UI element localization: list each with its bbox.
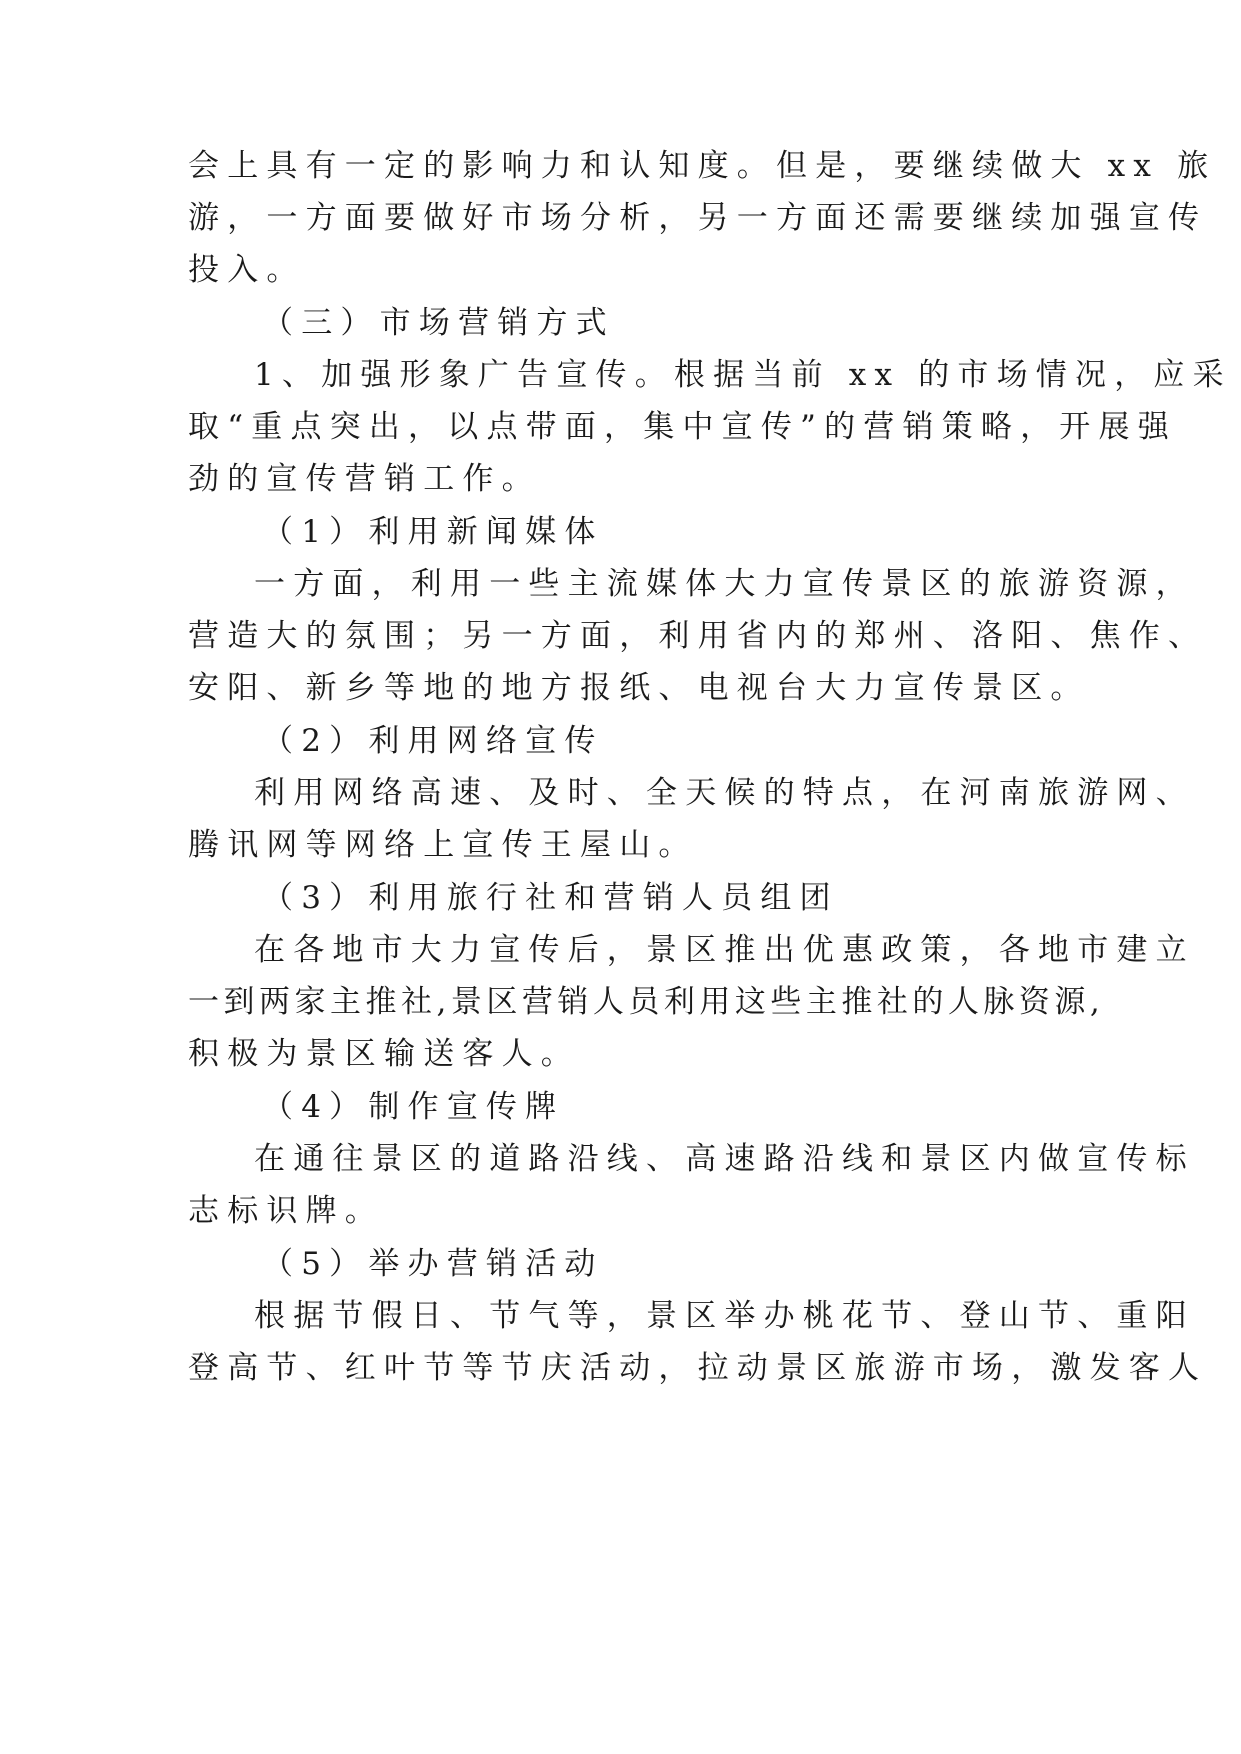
subsection-heading: （3）利用旅行社和营销人员组团 [262,880,839,916]
paragraph-line: 积极为景区输送客人。 [188,1036,580,1072]
subsection-heading: （4）制作宣传牌 [262,1089,565,1125]
paragraph-line: 1、加强形象广告宣传。根据当前 xx 的市场情况，应采 [254,357,1232,393]
paragraph-line: 一到两家主推社,景区营销人员利用这些主推社的人脉资源, [188,984,1105,1020]
paragraph-line: 安阳、新乡等地的地方报纸、电视台大力宣传景区。 [188,670,1090,706]
paragraph-line: 取“重点突出，以点带面，集中宣传”的营销策略，开展强 [188,409,1177,445]
paragraph-line: 营造大的氛围；另一方面，利用省内的郑州、洛阳、焦作、 [188,618,1208,654]
subsection-heading: （2）利用网络宣传 [262,723,604,759]
subsection-heading: （1）利用新闻媒体 [262,514,604,550]
subsection-heading: （5）举办营销活动 [262,1246,604,1282]
paragraph-line: 会上具有一定的影响力和认知度。但是，要继续做大 xx 旅 [188,148,1217,184]
paragraph-line: 腾讯网等网络上宣传王屋山。 [188,827,698,863]
section-heading: （三）市场营销方式 [262,305,615,341]
paragraph-line: 劲的宣传营销工作。 [188,461,541,497]
paragraph-line: 在通往景区的道路沿线、高速路沿线和景区内做宣传标 [254,1141,1195,1177]
paragraph-line: 一方面，利用一些主流媒体大力宣传景区的旅游资源， [254,566,1195,602]
paragraph-line: 利用网络高速、及时、全天候的特点，在河南旅游网、 [254,775,1195,811]
paragraph-line: 志标识牌。 [188,1193,384,1229]
paragraph-line: 根据节假日、节气等，景区举办桃花节、登山节、重阳 [254,1298,1195,1334]
paragraph-line: 在各地市大力宣传后，景区推出优惠政策，各地市建立 [254,932,1195,968]
paragraph-line: 投入。 [188,252,306,288]
paragraph-line: 登高节、红叶节等节庆活动，拉动景区旅游市场，激发客人 [188,1350,1208,1386]
paragraph-line: 游，一方面要做好市场分析，另一方面还需要继续加强宣传 [188,200,1208,236]
